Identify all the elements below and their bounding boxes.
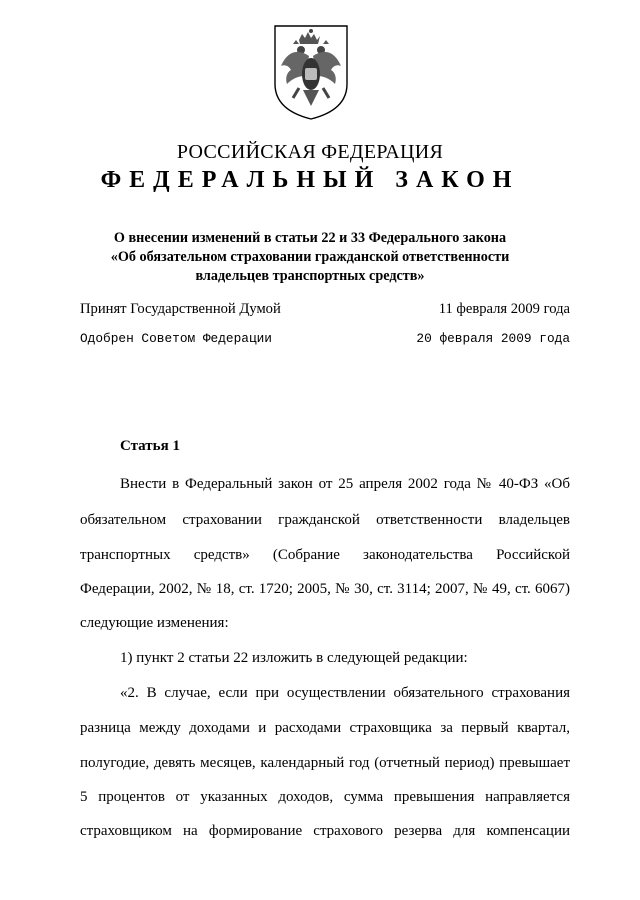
law-title-line: О внесении изменений в статьи 22 и 33 Федерального закона [113,230,507,246]
law-title-line: «Об обязательном страховании гражданской ответственности [110,249,510,265]
body-line: 5 процентов от указанных доходов, сумма превышения направляется [80,789,570,805]
article-heading: Статья 1 [120,438,180,454]
law-title-line: владельцев транспортных средств» [195,268,425,284]
body-line: «2. В случае, если при осуществлении обязательного страхования [120,685,570,701]
coat-of-arms-emblem [269,22,353,122]
council-approval-label: Одобрен Советом Федерации [80,331,272,346]
council-approval-date: 20 февраля 2009 года [416,331,570,346]
body-line: Внести в Федеральный закон от 25 апреля 2002 года № 40-ФЗ «Об [120,476,570,492]
body-line: страховщиком на формирование страхового резерва для компенсации [80,823,570,839]
body-line: транспортных средств» (Собрание законодательства Российской [80,547,570,563]
body-line: Федерации, 2002, № 18, ст. 1720; 2005, № 30, ст. 3114; 2007, № 49, ст. 6067) [80,581,570,597]
country-heading: РОССИЙСКАЯ ФЕДЕРАЦИЯ [176,141,444,163]
body-line: разница между доходами и расходами страховщика за первый квартал, [80,720,570,736]
law-title [60,229,560,286]
body-line: следующие изменения: [80,615,229,631]
document-type-heading: ФЕДЕРАЛЬНЫЙ ЗАКОН [100,167,520,193]
duma-adoption-label: Принят Государственной Думой [80,301,281,317]
body-line: полугодие, девять месяцев, календарный год (отчетный период) превышает [80,755,570,771]
body-line: 1) пункт 2 статьи 22 изложить в следующей редакции: [120,650,468,666]
body-line: обязательном страховании гражданской ответственности владельцев [80,512,570,528]
duma-adoption-date: 11 февраля 2009 года [438,301,570,317]
